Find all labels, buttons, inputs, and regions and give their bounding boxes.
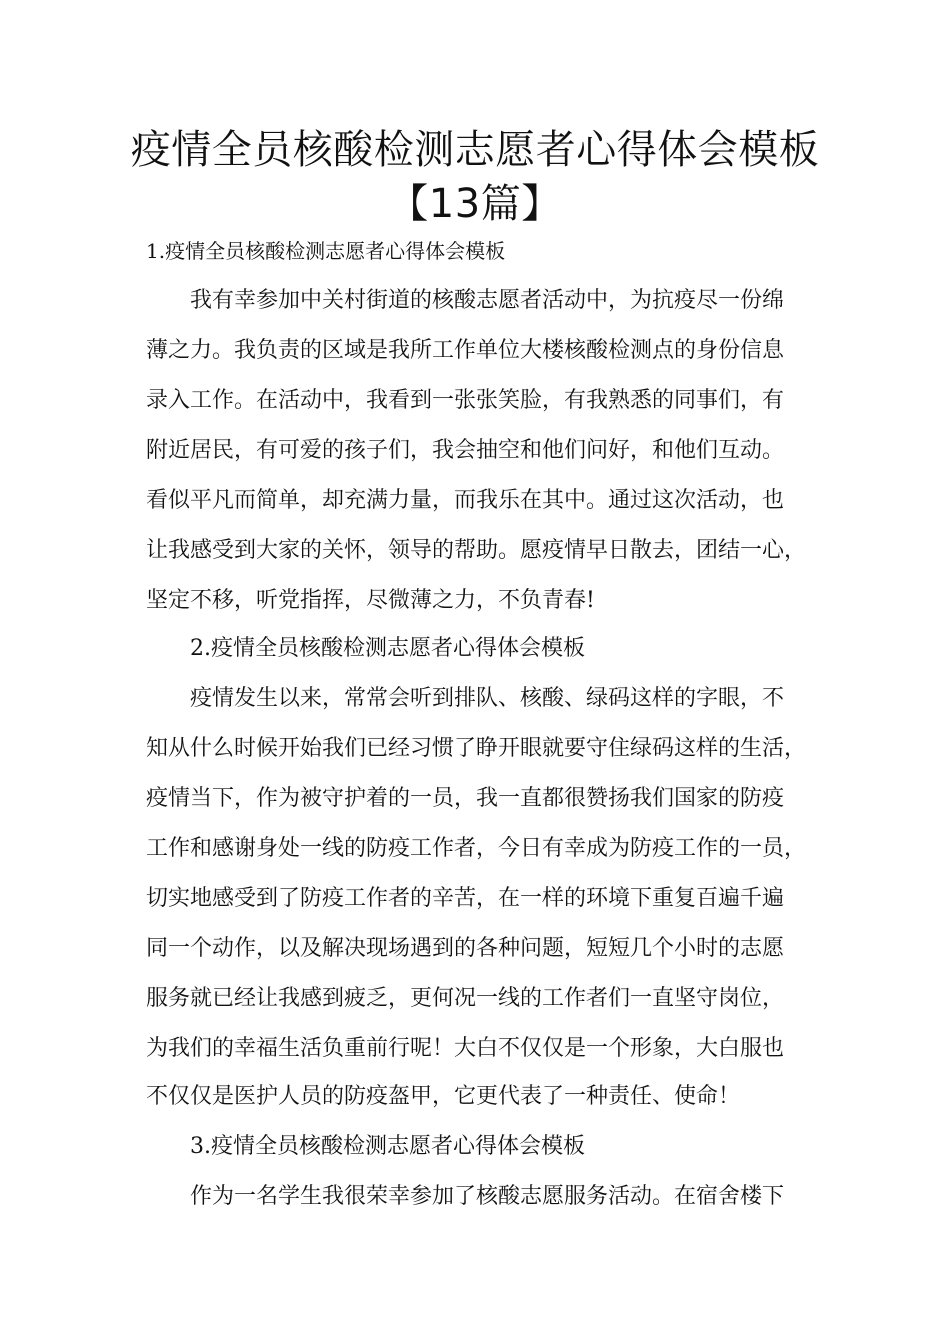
paragraph-line: 看似平凡而简单，却充满力量，而我乐在其中。通过这次活动，也 [146, 488, 785, 513]
paragraph-line: 录入工作。在活动中，我看到一张张笑脸，有我熟悉的同事们，有 [146, 388, 785, 413]
paragraph-line: 切实地感受到了防疫工作者的辛苦，在一样的环境下重复百遍千遍 [146, 886, 785, 911]
section-heading: 1.疫情全员核酸检测志愿者心得体会模板 [146, 239, 506, 263]
paragraph-line: 工作和感谢身处一线的防疫工作者，今日有幸成为防疫工作的一员， [146, 836, 807, 861]
section-heading: 2.疫情全员核酸检测志愿者心得体会模板 [190, 636, 585, 661]
paragraph-line: 疫情当下，作为被守护着的一员，我一直都很赞扬我们国家的防疫 [146, 786, 785, 811]
paragraph-line: 我有幸参加中关村街道的核酸志愿者活动中，为抗疫尽一份绵 [190, 288, 785, 313]
document-title-line-2: 【13篇】 [388, 181, 562, 227]
paragraph-line: 附近居民，有可爱的孩子们，我会抽空和他们问好，和他们互动。 [146, 438, 785, 463]
paragraph-line: 疫情发生以来，常常会听到排队、核酸、绿码这样的字眼，不 [190, 686, 785, 711]
paragraph-line: 为我们的幸福生活负重前行呢！大白不仅仅是一个形象，大白服也 [146, 1036, 785, 1061]
paragraph-line: 服务就已经让我感到疲乏，更何况一线的工作者们一直坚守岗位， [146, 986, 785, 1011]
paragraph-line: 作为一名学生我很荣幸参加了核酸志愿服务活动。在宿舍楼下 [190, 1184, 785, 1209]
paragraph-line: 坚定不移，听党指挥，尽微薄之力，不负青春! [146, 588, 595, 613]
document-title-line-1: 疫情全员核酸检测志愿者心得体会模板 [130, 127, 820, 173]
paragraph-line: 让我感受到大家的关怀，领导的帮助。愿疫情早日散去，团结一心， [146, 538, 807, 563]
paragraph-line: 薄之力。我负责的区域是我所工作单位大楼核酸检测点的身份信息 [146, 338, 785, 363]
section-heading: 3.疫情全员核酸检测志愿者心得体会模板 [190, 1134, 585, 1159]
paragraph-line: 同一个动作，以及解决现场遇到的各种问题，短短几个小时的志愿 [146, 936, 785, 961]
paragraph-line: 知从什么时候开始我们已经习惯了睁开眼就要守住绿码这样的生活， [146, 736, 807, 761]
paragraph-line: 不仅仅是医护人员的防疫盔甲，它更代表了一种责任、使命！ [146, 1084, 741, 1109]
